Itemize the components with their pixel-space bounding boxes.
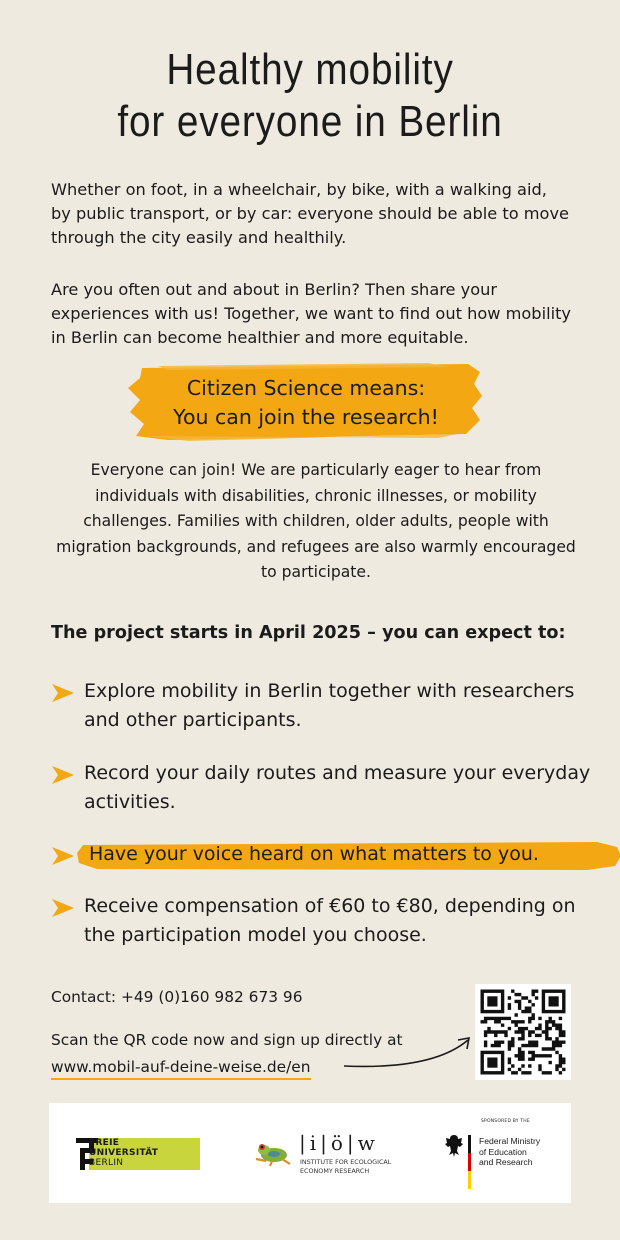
partner-logos: [49, 1103, 571, 1203]
fu-line-3: BERLIN: [89, 1158, 124, 1168]
bmbf-line-1: Federal Ministry: [479, 1136, 541, 1146]
join-paragraph: Everyone can join! We are particularly eager to hear from individuals with disabilities, chronic illnesses, or mobility challenges. Families with children, older adults, people with migration backgrounds, and refugees are also warmly encouraged to participate.: [56, 461, 576, 581]
arrow-right-icon: [51, 898, 75, 918]
federal-eagle-icon: [444, 1133, 464, 1159]
scan-text: Scan the QR code now and sign up directly at: [51, 1031, 403, 1049]
bullet-text: Receive compensation of €60 to €80, depending on the participation model you choose.: [84, 895, 576, 946]
contact-phone: Contact: +49 (0)160 982 673 96: [51, 988, 303, 1006]
arrow-right-icon: [51, 765, 75, 785]
project-heading: The project starts in April 2025 – you can expect to:: [51, 623, 566, 643]
bmbf-line-2: of Education: [479, 1146, 527, 1157]
bullet-text: Have your voice heard on what matters to you.: [89, 843, 539, 865]
banner-line-1: Citizen Science means:: [186, 376, 426, 400]
german-flag-stripe: [468, 1135, 473, 1189]
bmbf-name: [479, 1136, 540, 1168]
title-line-2: for everyone in Berlin: [117, 97, 503, 146]
banner-line-2: You can join the research!: [173, 405, 439, 429]
bullet-text: Record your daily routes and measure your everyday activities.: [84, 762, 591, 813]
arrow-right-icon: [51, 846, 75, 866]
fu-berlin-name: [89, 1138, 158, 1168]
citizen-science-banner: [128, 362, 484, 442]
iow-line-2: ECONOMY RESEARCH: [300, 1167, 370, 1175]
bmbf-line-3: and Research: [479, 1157, 533, 1167]
curved-arrow-icon: [340, 1030, 475, 1070]
intro-paragraph-1: Whether on foot, in a wheelchair, by bike, with a walking aid, by public transport, or by car: everyone should be able to move through the city easily and healthily.: [51, 180, 569, 247]
intro-paragraph-2: Are you often out and about in Berlin? Then share your experiences with us! Together, we want to find out how mobility in Berlin can become healthier and more equitable.: [51, 280, 571, 347]
title-line-1: Healthy mobility: [166, 45, 454, 94]
iow-name: [300, 1158, 391, 1176]
iow-logo-mark: |i|ö|w: [299, 1131, 379, 1155]
iow-line-1: INSTITUTE FOR ECOLOGICAL: [300, 1158, 392, 1166]
page-title: [37, 44, 583, 148]
bullet-text: Explore mobility in Berlin together with researchers and other participants.: [84, 680, 575, 731]
arrow-right-icon: [51, 683, 75, 703]
qr-code-icon: [475, 984, 571, 1080]
frog-icon: [252, 1137, 292, 1167]
sponsored-by-label: SPONSORED BY THE: [481, 1119, 530, 1124]
qr-code[interactable]: [475, 984, 571, 1080]
signup-link[interactable]: www.mobil-auf-deine-weise.de/en: [51, 1056, 311, 1080]
fu-line-1: FREIE: [89, 1138, 120, 1148]
fu-line-2: UNIVERSITÄT: [89, 1148, 159, 1158]
